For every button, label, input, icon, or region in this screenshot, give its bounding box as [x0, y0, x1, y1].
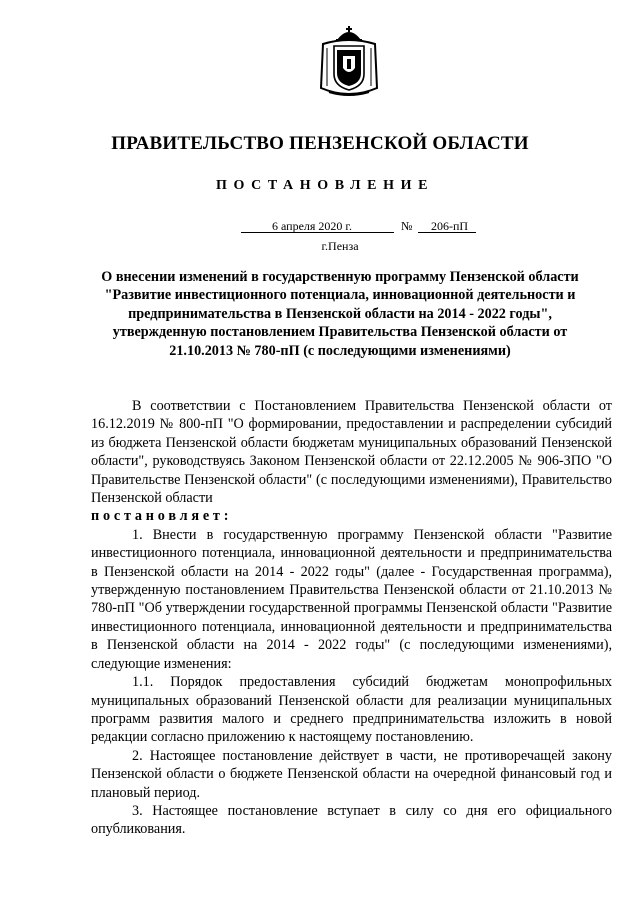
document-type: ПОСТАНОВЛЕНИЕ [215, 178, 435, 193]
resolves-line [91, 507, 612, 525]
number-sign: № [401, 219, 413, 233]
number-underline [418, 232, 476, 233]
organization-name: ПРАВИТЕЛЬСТВО ПЕНЗЕНСКОЙ ОБЛАСТИ [111, 133, 529, 154]
item-1-1: 1.1. Порядок предоставления субсидий бюджетам монопрофильных муниципальных образований Пензенской области для реализации муниципальных программ развития малого и среднего предпринимательства изложить в новой редакции согласно приложению к настоящему постановлению. [91, 674, 612, 746]
item-2: 2. Настоящее постановление действует в части, не противоречащей закону Пензенской области о бюджете Пензенской области на очередной финансовый год и плановый период. [91, 747, 612, 801]
resolves-word: постановляет: [91, 508, 233, 525]
coat-of-arms-emblem [319, 26, 379, 100]
document-body [91, 397, 612, 839]
document-date: 6 апреля 2020 г. [272, 219, 352, 233]
preamble-paragraph: В соответствии с Постановлением Правительства Пензенской области от 16.12.2019 № 800-пП "О формировании, предоставлении и распределении субсидий из бюджета Пензенской области бюджетам муниципальных образований Пензенской области", руководствуясь Законом Пензенской области от 22.12.2005 № 906-ЗПО "О Правительстве Пензенской области" (с последующими изменениями), Правительство Пензенской области [91, 398, 612, 507]
document-number: 206-пП [431, 219, 469, 233]
item-3: 3. Настоящее постановление вступает в силу со дня его официального опубликования. [91, 802, 612, 838]
date-underline [241, 232, 394, 233]
item-1: 1. Внести в государственную программу Пензенской области "Развитие инвестиционного потенциала, инновационной деятельности и предпринимательства в Пензенской области на 2014 - 2022 годы" (далее - Государственная программа), утвержденную постановлением Правительства Пензенской области от 21.10.2013 № 780-пП "Об утверждении государственной программы Пензенской области "Развитие инвестиционного потенциала, инновационной деятельности и предпринимательства в Пензенской области на 2014 - 2022 годы" (с последующими изменениями), следующие изменения: [91, 526, 612, 672]
document-title: О внесении изменений в государственную программу Пензенской области "Развитие инвестиционного потенциала, инновационной деятельности и предпринимательства в Пензенской области на 2014 - 2022 годы", утвержденную постановлением Правительства Пензенской области от 21.10.2013 № 780-пП (с последующими изменениями) [101, 269, 579, 359]
city-name: г.Пенза [321, 239, 359, 253]
